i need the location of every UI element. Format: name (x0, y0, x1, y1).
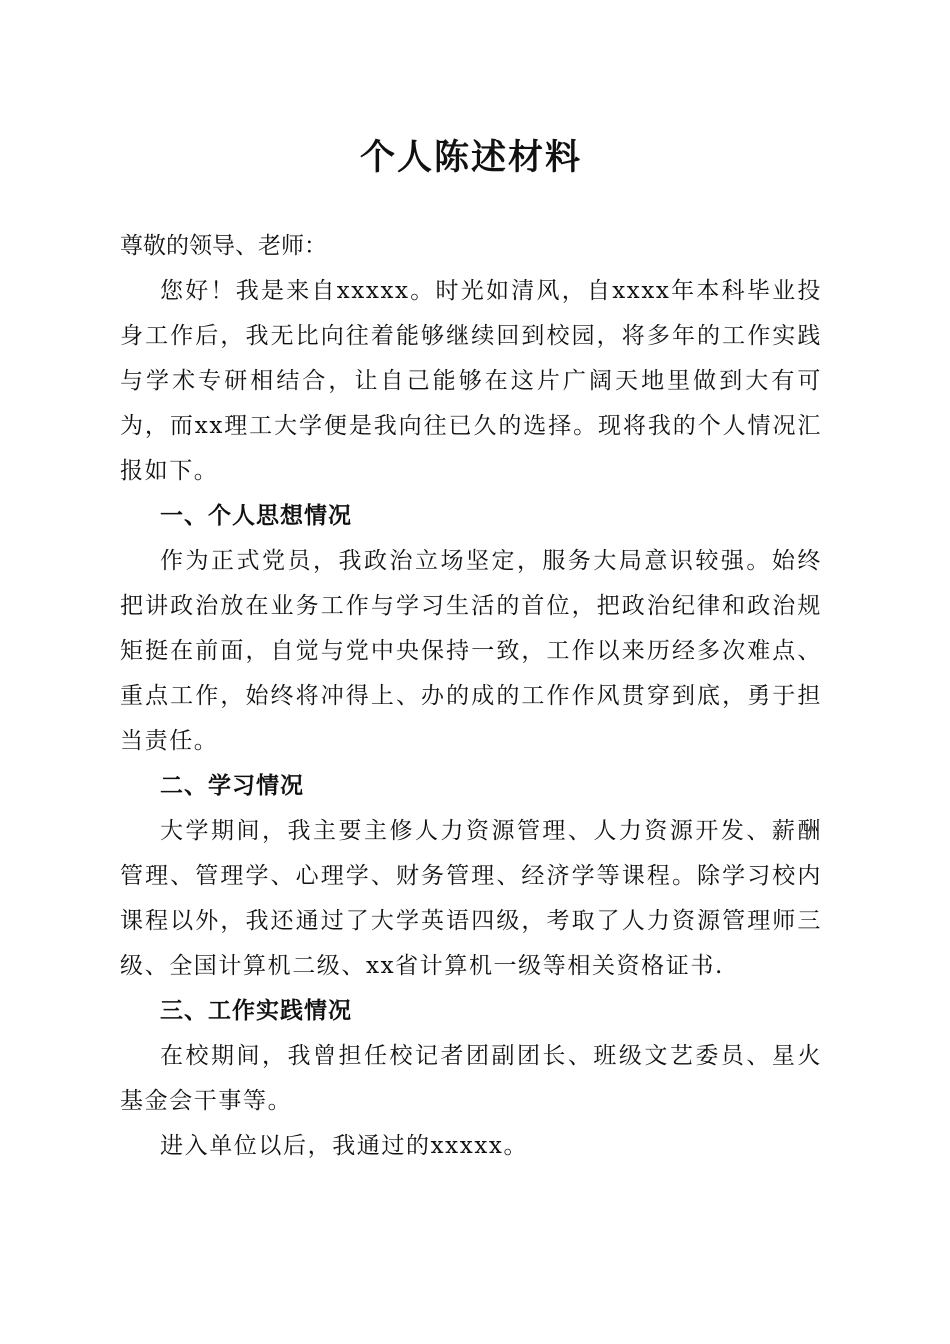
section-paragraph-work-campus: 在校期间，我曾担任校记者团副团长、班级文艺委员、星火基金会干事等。 (120, 1043, 822, 1114)
document-title: 个人陈述材料 (359, 137, 582, 178)
section-heading-study: 二、学习情况 (160, 773, 304, 799)
document-page (120, 134, 822, 1169)
section-heading-thought: 一、个人思想情况 (160, 503, 352, 529)
salutation: 尊敬的领导、老师： (120, 233, 327, 259)
section-paragraph-thought: 作为正式党员，我政治立场坚定，服务大局意识较强。始终把讲政治放在业务工作与学习生活的首位，把政治纪律和政治规矩挺在前面，自觉与党中央保持一致，工作以来历经多次难点、重点工作，始终将冲得上、办的成的工作作风贯穿到底，勇于担当责任。 (120, 548, 822, 754)
intro-paragraph: 您好！我是来自xxxxx。时光如清风，自xxxx年本科毕业投身工作后，我无比向往着能够继续回到校园，将多年的工作实践与学术专研相结合，让自己能够在这片广阔天地里做到大有可为，而xx理工大学便是我向往已久的选择。现将我的个人情况汇报如下。 (120, 278, 822, 484)
section-heading-work: 三、工作实践情况 (160, 998, 352, 1024)
section-paragraph-study: 大学期间，我主要主修人力资源管理、人力资源开发、薪酬管理、管理学、心理学、财务管理、经济学等课程。除学习校内课程以外，我还通过了大学英语四级，考取了人力资源管理师三级、全国计算机二级、xx省计算机一级等相关资格证书. (120, 818, 822, 979)
section-paragraph-work-unit: 进入单位以后，我通过的xxxxx。 (160, 1133, 529, 1159)
